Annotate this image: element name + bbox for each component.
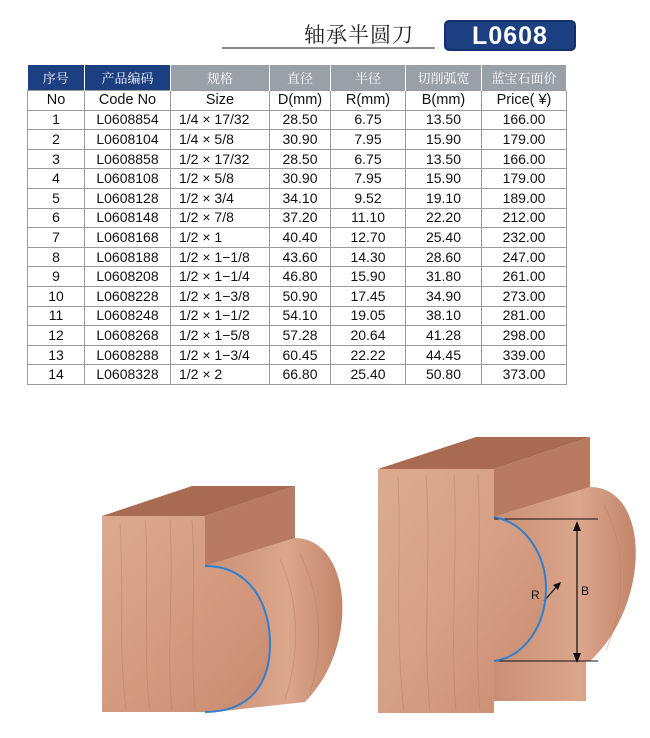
table-cell: 22.22 bbox=[331, 345, 406, 365]
profile-diagram-right bbox=[376, 435, 644, 715]
table-cell: L0608128 bbox=[85, 188, 171, 208]
table-row bbox=[28, 365, 567, 385]
table-cell: 179.00 bbox=[482, 130, 567, 150]
table-cell: 14 bbox=[28, 365, 85, 385]
table-cell: 41.28 bbox=[406, 326, 482, 346]
table-cell: 1/2 × 5/8 bbox=[171, 169, 270, 189]
table-row bbox=[28, 188, 567, 208]
table-cell: 17.45 bbox=[331, 286, 406, 306]
header-cell: D(mm) bbox=[270, 91, 331, 111]
table-cell: 4 bbox=[28, 169, 85, 189]
table-cell: 50.80 bbox=[406, 365, 482, 385]
table-cell: 28.60 bbox=[406, 247, 482, 267]
header-cell: No bbox=[28, 91, 85, 111]
header-cell: B(mm) bbox=[406, 91, 482, 111]
table-cell: 12.70 bbox=[331, 228, 406, 248]
table-cell: 166.00 bbox=[482, 149, 567, 169]
table-cell: 30.90 bbox=[270, 169, 331, 189]
table-row bbox=[28, 326, 567, 346]
header-row-cn bbox=[28, 65, 567, 91]
table-cell: 60.45 bbox=[270, 345, 331, 365]
header-cell: 切削弧宽 bbox=[406, 65, 482, 91]
table-cell: 1/2 × 1 bbox=[171, 228, 270, 248]
header-cell: 序号 bbox=[28, 65, 85, 91]
label-b: B bbox=[581, 584, 590, 598]
table-cell: 44.45 bbox=[406, 345, 482, 365]
table-row bbox=[28, 247, 567, 267]
table-row bbox=[28, 149, 567, 169]
table-cell: 38.10 bbox=[406, 306, 482, 326]
table-cell: 19.05 bbox=[331, 306, 406, 326]
table-row bbox=[28, 267, 567, 287]
table-row bbox=[28, 208, 567, 228]
header-cell: Code No bbox=[85, 91, 171, 111]
table-cell: 1 bbox=[28, 110, 85, 130]
table-cell: 1/2 × 1−1/4 bbox=[171, 267, 270, 287]
table-cell: 273.00 bbox=[482, 286, 567, 306]
table-cell: 54.10 bbox=[270, 306, 331, 326]
table-row bbox=[28, 228, 567, 248]
table-cell: 15.90 bbox=[331, 267, 406, 287]
table-cell: 1/2 × 1−3/4 bbox=[171, 345, 270, 365]
table-cell: 30.90 bbox=[270, 130, 331, 150]
table-cell: 6.75 bbox=[331, 110, 406, 130]
table-cell: 339.00 bbox=[482, 345, 567, 365]
table-cell: 232.00 bbox=[482, 228, 567, 248]
table-cell: 1/2 × 2 bbox=[171, 365, 270, 385]
table-cell: 9.52 bbox=[331, 188, 406, 208]
header-cell: 产品编码 bbox=[85, 65, 171, 91]
header-cell: 蓝宝石面价 bbox=[482, 65, 567, 91]
table-cell: 281.00 bbox=[482, 306, 567, 326]
table-cell: 22.20 bbox=[406, 208, 482, 228]
table-cell: L0608168 bbox=[85, 228, 171, 248]
header-row-en bbox=[28, 91, 567, 111]
table-cell: 1/2 × 17/32 bbox=[171, 149, 270, 169]
table-cell: L0608208 bbox=[85, 267, 171, 287]
table-cell: 13.50 bbox=[406, 149, 482, 169]
table-cell: 12 bbox=[28, 326, 85, 346]
table-cell: 6.75 bbox=[331, 149, 406, 169]
table-cell: 13.50 bbox=[406, 110, 482, 130]
table-cell: 298.00 bbox=[482, 326, 567, 346]
table-cell: L0608148 bbox=[85, 208, 171, 228]
table-cell: 28.50 bbox=[270, 149, 331, 169]
table-cell: 40.40 bbox=[270, 228, 331, 248]
header-cell: 规格 bbox=[171, 65, 270, 91]
table-cell: 13 bbox=[28, 345, 85, 365]
table-cell: 9 bbox=[28, 267, 85, 287]
table-row bbox=[28, 169, 567, 189]
table-cell: 37.20 bbox=[270, 208, 331, 228]
table-cell: 15.90 bbox=[406, 169, 482, 189]
table-cell: 28.50 bbox=[270, 110, 331, 130]
table-cell: 1/2 × 1−5/8 bbox=[171, 326, 270, 346]
table-cell: L0608328 bbox=[85, 365, 171, 385]
table-cell: 189.00 bbox=[482, 188, 567, 208]
table-cell: 3 bbox=[28, 149, 85, 169]
model-code-badge: L0608 bbox=[444, 20, 576, 51]
table-cell: 6 bbox=[28, 208, 85, 228]
table-cell: 14.30 bbox=[331, 247, 406, 267]
table-cell: 57.28 bbox=[270, 326, 331, 346]
table-cell: 373.00 bbox=[482, 365, 567, 385]
table-cell: 25.40 bbox=[331, 365, 406, 385]
table-cell: 11.10 bbox=[331, 208, 406, 228]
table-cell: 25.40 bbox=[406, 228, 482, 248]
table-cell: 8 bbox=[28, 247, 85, 267]
table-cell: 212.00 bbox=[482, 208, 567, 228]
page-title: 轴承半圆刀 bbox=[304, 23, 414, 47]
table-cell: 15.90 bbox=[406, 130, 482, 150]
table-cell: L0608108 bbox=[85, 169, 171, 189]
table-cell: 247.00 bbox=[482, 247, 567, 267]
table-cell: 1/2 × 1−1/8 bbox=[171, 247, 270, 267]
table-cell: L0608188 bbox=[85, 247, 171, 267]
table-cell: 5 bbox=[28, 188, 85, 208]
table-cell: 34.10 bbox=[270, 188, 331, 208]
table-cell: 1/2 × 7/8 bbox=[171, 208, 270, 228]
table-row bbox=[28, 306, 567, 326]
header-cell: R(mm) bbox=[331, 91, 406, 111]
table-row bbox=[28, 345, 567, 365]
table-cell: 2 bbox=[28, 130, 85, 150]
table-cell: 43.60 bbox=[270, 247, 331, 267]
table-cell: 1/2 × 3/4 bbox=[171, 188, 270, 208]
table-cell: 31.80 bbox=[406, 267, 482, 287]
table-row bbox=[28, 286, 567, 306]
table-cell: 179.00 bbox=[482, 169, 567, 189]
table-cell: 1/4 × 5/8 bbox=[171, 130, 270, 150]
table-cell: 10 bbox=[28, 286, 85, 306]
table-cell: L0608248 bbox=[85, 306, 171, 326]
table-cell: 1/2 × 1−3/8 bbox=[171, 286, 270, 306]
table-cell: 261.00 bbox=[482, 267, 567, 287]
header-cell: 直径 bbox=[270, 65, 331, 91]
table-cell: L0608104 bbox=[85, 130, 171, 150]
table-cell: 7.95 bbox=[331, 130, 406, 150]
table-cell: 166.00 bbox=[482, 110, 567, 130]
header-cell: 半径 bbox=[331, 65, 406, 91]
table-cell: L0608854 bbox=[85, 110, 171, 130]
table-cell: 46.80 bbox=[270, 267, 331, 287]
table-cell: 7.95 bbox=[331, 169, 406, 189]
table-cell: 20.64 bbox=[331, 326, 406, 346]
spec-table bbox=[27, 65, 567, 385]
table-cell: L0608288 bbox=[85, 345, 171, 365]
label-r: R bbox=[531, 588, 540, 602]
header-cell: Size bbox=[171, 91, 270, 111]
table-cell: 34.90 bbox=[406, 286, 482, 306]
table-row bbox=[28, 130, 567, 150]
table-cell: L0608858 bbox=[85, 149, 171, 169]
table-cell: 1/2 × 1−1/2 bbox=[171, 306, 270, 326]
profile-diagram-left bbox=[100, 484, 352, 716]
table-cell: 50.90 bbox=[270, 286, 331, 306]
table-cell: 1/4 × 17/32 bbox=[171, 110, 270, 130]
header-cell: Price( ¥) bbox=[482, 91, 567, 111]
table-cell: 7 bbox=[28, 228, 85, 248]
table-cell: 11 bbox=[28, 306, 85, 326]
table-cell: L0608228 bbox=[85, 286, 171, 306]
table-cell: 19.10 bbox=[406, 188, 482, 208]
table-row bbox=[28, 110, 567, 130]
table-cell: L0608268 bbox=[85, 326, 171, 346]
table-cell: 66.80 bbox=[270, 365, 331, 385]
